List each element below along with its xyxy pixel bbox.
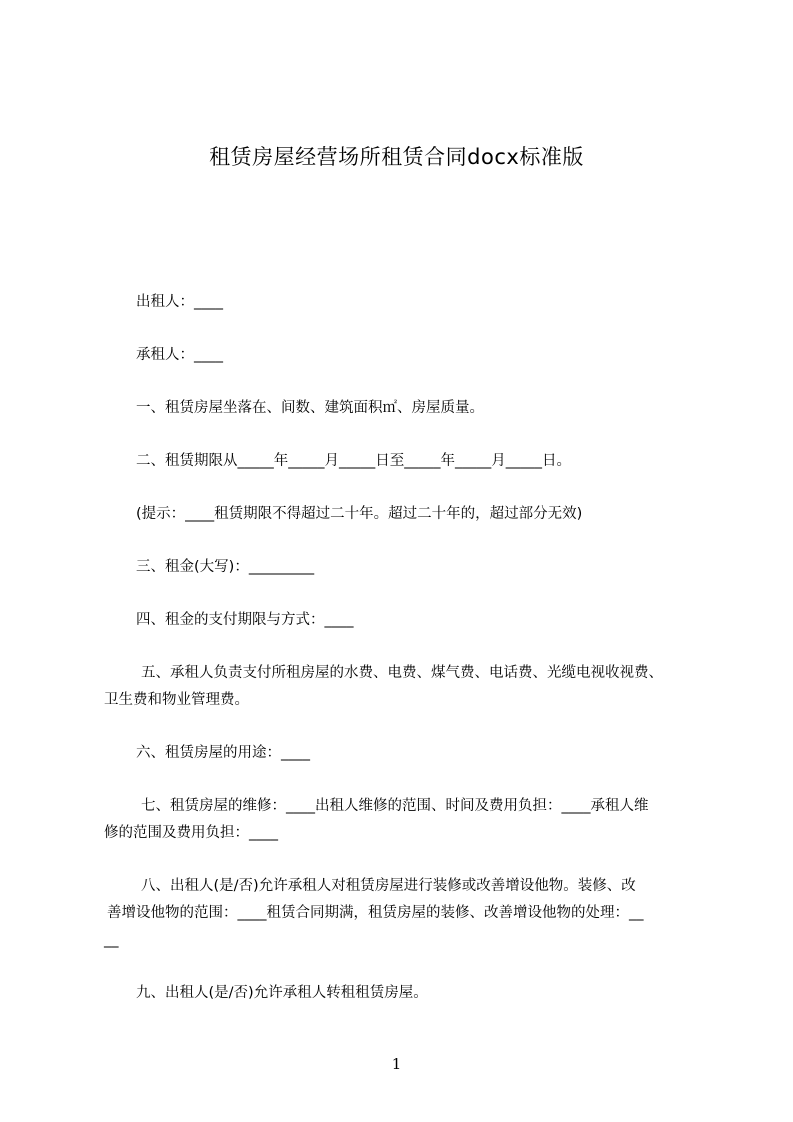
page-number: 1 (391, 1055, 402, 1073)
clause-8-line-3: __ (104, 932, 119, 948)
clause-7-line-1: 七、租赁房屋的维修：____出租人维修的范围、时间及费用负担：____承租人维 (141, 798, 649, 814)
clause-7-line-2: 修的范围及费用负担：____ (104, 825, 278, 841)
lessee-line: 承租人：____ (136, 347, 223, 363)
clause-6: 六、租赁房屋的用途：____ (136, 745, 310, 761)
hint-line: (提示：____租赁期限不得超过二十年。超过二十年的，超过部分无效) (136, 506, 583, 522)
clause-5-line-1: 五、承租人负责支付所租房屋的水费、电费、煤气费、电话费、光缆电视收视费、 (141, 665, 663, 681)
clause-4: 四、租金的支付期限与方式：____ (136, 612, 354, 628)
clause-8-line-1: 八、出租人(是/否)允许承租人对租赁房屋进行装修或改善增设他物。装修、改 (141, 878, 636, 894)
clause-9: 九、出租人(是/否)允许承租人转租租赁房屋。 (136, 985, 428, 1001)
clause-2: 二、租赁期限从_____年_____月_____日至_____年_____月_____日。 (136, 453, 571, 469)
clause-3: 三、租金(大写)：_________ (136, 559, 315, 575)
clause-8-line-2: 善增设他物的范围：____租赁合同期满，租赁房屋的装修、改善增设他物的处理：__ (107, 905, 644, 921)
clause-1: 一、租赁房屋坐落在、间数、建筑面积㎡、房屋质量。 (136, 400, 484, 416)
lessor-line: 出租人：____ (136, 294, 223, 310)
document-title: 租赁房屋经营场所租赁合同docx标准版 (209, 145, 584, 169)
clause-5-line-2: 卫生费和物业管理费。 (104, 692, 249, 708)
